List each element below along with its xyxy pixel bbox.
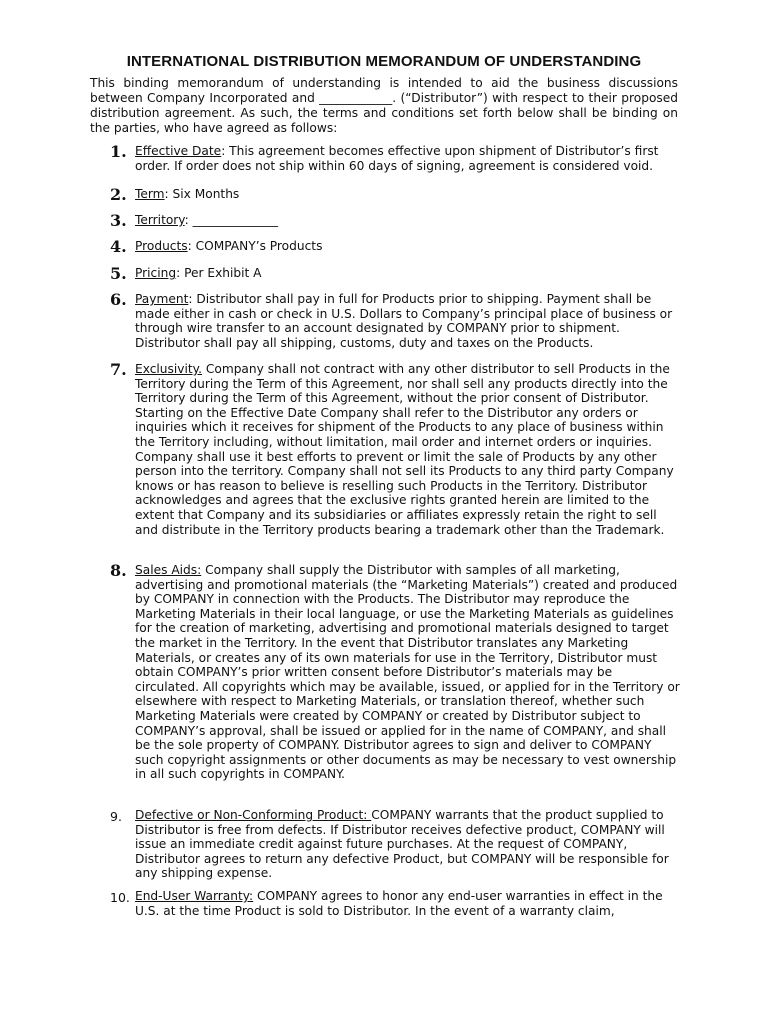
intro-paragraph: This binding memorandum of understanding is intended to aid the business discussions between Company Incorporated and ____________. (“Distributor”) with respect to their proposed distribution agreement. As such, the terms and conditions set forth below shall be binding on the parties, who have agreed as follows:: [90, 76, 678, 135]
clause-heading: Products: [135, 239, 188, 253]
clause-heading: End-User Warranty:: [135, 889, 254, 903]
clause-heading: Exclusivity.: [135, 362, 202, 376]
clause-text: [135, 266, 680, 281]
clause-heading: Territory: [135, 213, 185, 227]
clause-heading: Term: [135, 187, 165, 201]
clause-body: : COMPANY’s Products: [187, 239, 323, 253]
clause-body: COMPANY agrees to honor any end-user warranties in effect in the U.S. at the time Product is sold to Distributor. In the event of a warranty claim,: [135, 889, 663, 918]
clause-body: : Distributor shall pay in full for Products prior to shipping. Payment shall be made either in cash or check in U.S. Dollars to Company’s principal place of business or through wire transfer to an account designated by COMPANY prior to shipment. Distributor shall pay all shipping, customs, duty and taxes on the Products.: [135, 292, 673, 350]
clause-heading: Defective or Non-Conforming Product:: [135, 808, 372, 822]
clause-text: [135, 563, 680, 782]
clause-heading: Sales Aids:: [135, 563, 202, 577]
clause-text: [135, 362, 680, 537]
clause-text: [135, 144, 680, 173]
clause-number: 7.: [110, 360, 127, 379]
clause-number: 2.: [110, 185, 127, 204]
clause-heading: Payment: [135, 292, 189, 306]
clause-text: [135, 889, 680, 918]
clause-text: [135, 187, 680, 202]
document-title: INTERNATIONAL DISTRIBUTION MEMORANDUM OF UNDERSTANDING: [126, 53, 642, 70]
clause-body: : ______________: [184, 213, 278, 227]
clause-body: : Per Exhibit A: [176, 266, 262, 280]
clause-body: COMPANY warrants that the product supplied to Distributor is free from defects. If Distributor receives defective product, COMPANY will issue an immediate credit against future purchases. At the request of COMPANY, Distributor agrees to return any defective Product, but COMPANY will be responsible for any shipping expense.: [135, 808, 669, 881]
clause-text: [135, 808, 680, 881]
clause-text: [135, 292, 680, 350]
clause-heading: Effective Date: [135, 144, 222, 158]
clause-number: 8.: [110, 561, 127, 580]
clause-heading: Pricing: [135, 266, 177, 280]
clause-number: 1.: [110, 142, 127, 161]
clause-number: 10.: [110, 890, 130, 905]
clause-number: 9.: [110, 809, 122, 824]
clause-text: [135, 239, 680, 254]
clause-number: 5.: [110, 264, 127, 283]
clause-number: 4.: [110, 237, 127, 256]
clause-body: : This agreement becomes effective upon shipment of Distributor’s first order. If order does not ship within 60 days of signing, agreement is considered void.: [135, 144, 659, 173]
clause-body: Company shall supply the Distributor with samples of all marketing, advertising and promotional materials (the “Marketing Materials”) created and produced by COMPANY in connection with the Products. The Distributor may reproduce the Marketing Materials in their local language, or use the Marketing Materials as guidelines for the creation of marketing, advertising and promotional materials designed to target the market in the Territory. In the event that Distributor translates any Marketing Materials, or creates any of its own materials for use in the Territory, Distributor must obtain COMPANY’s prior written consent before Distributor’s materials may be circulated. All copyrights which may be available, issued, or applied for in the Territory or elsewhere with respect to Marketing Materials, or translation thereof, whether such Marketing Materials were created by COMPANY or created by Distributor subject to COMPANY’s approval, shall be issued or applied for in the name of COMPANY, and shall be the sole property of COMPANY. Distributor agrees to sign and deliver to COMPANY such copyright assignments or other documents as may be necessary to vest ownership in all such copyrights in COMPANY.: [135, 563, 680, 782]
clause-text: [135, 213, 680, 228]
clause-number: 3.: [110, 211, 127, 230]
clause-number: 6.: [110, 290, 127, 309]
clause-body: : Six Months: [164, 187, 240, 201]
clause-body: Company shall not contract with any other distributor to sell Products in the Territory during the Term of this Agreement, nor shall sell any products directly into the Territory during the Term of this Agreement, without the prior consent of Distributor. Starting on the Effective Date Company shall refer to the Distributor any orders or inquiries which it receives for shipment of the Products to any place of business within the Territory including, without limitation, mail order and internet orders or inquiries. Company shall use it best efforts to prevent or limit the sale of Products by any other person into the territory. Company shall not sell its Products to any third party Company knows or has reason to believe is reselling such Products in the Territory. Distributor acknowledges and agrees that the exclusive rights granted herein are limited to the extent that Company and its subsidiaries or affiliates expressly retain the right to sell and distribute in the Territory products bearing a trademark other than the Trademark.: [135, 362, 674, 537]
